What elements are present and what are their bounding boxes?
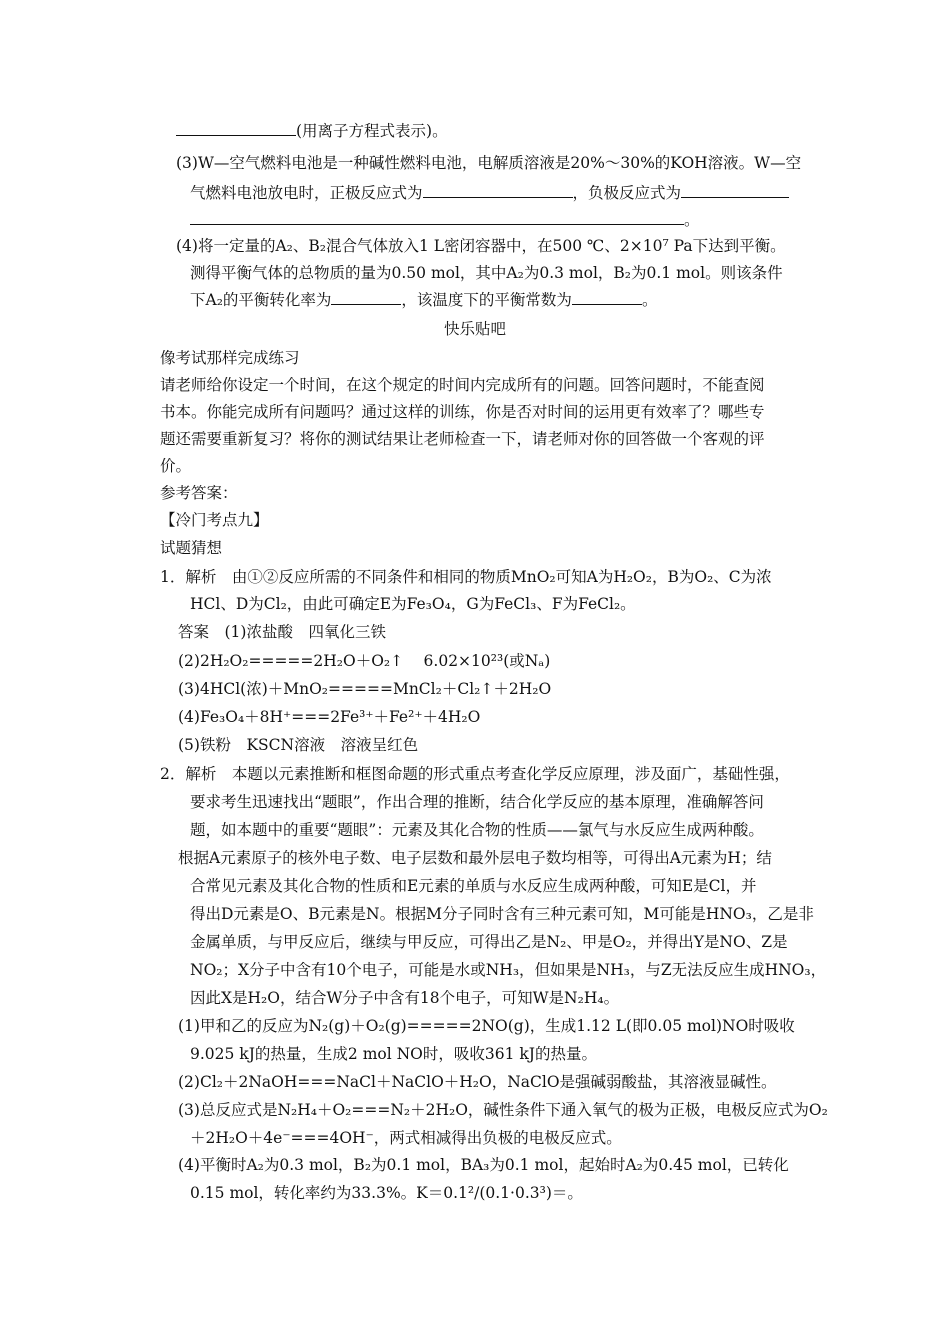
question-4-line-3 (190, 287, 657, 313)
answer-2-line: (2)Cl₂＋2NaOH===NaCl＋NaClO＋H₂O，NaClO是强碱弱酸盐，其溶液显碱性。 (178, 1073, 777, 1091)
practice-line: 价。 (160, 457, 192, 475)
answer-1-line: 1．解析 由①②反应所需的不同条件和相同的物质MnO₂可知A为H₂O₂，B为O₂、C为浓 (160, 568, 772, 586)
answer-1-item: (5)铁粉 KSCN溶液 溶液呈红色 (178, 736, 419, 754)
answer-blank (423, 181, 573, 198)
answer-2-line: (3)总反应式是N₂H₄＋O₂===N₂＋2H₂O，碱性条件下通入氧气的极为正极，电极反应式为O₂ (178, 1101, 828, 1119)
answer-1-line: HCl、D为Cl₂，由此可确定E为Fe₃O₄，G为FeCl₃、F为FeCl₂。 (190, 595, 636, 613)
answer-2-line: (4)平衡时A₂为0.3 mol，B₂为0.1 mol，BA₃为0.1 mol，起始时A₂为0.45 mol，已转化 (178, 1156, 789, 1174)
practice-heading: 像考试那样完成练习 (160, 349, 300, 367)
answer-1-item: (3)4HCl(浓)＋MnO₂=====MnCl₂＋Cl₂↑＋2H₂O (178, 680, 552, 698)
answer-2-line: NO₂；X分子中含有10个电子，可能是水或NH₃，但如果是NH₃，与Z无法反应生成HNO₃， (190, 961, 827, 979)
answer-blank (331, 288, 401, 305)
answer-2-line: 合常见元素及其化合物的性质和E元素的单质与水反应生成两种酸，可知E是Cl，并 (190, 877, 757, 895)
question-text: ，负极反应式为 (572, 184, 682, 202)
question-text: 。 (684, 211, 700, 229)
answer-2-line: 得出D元素是O、B元素是N。根据M分子同时含有三种元素可知，M可能是HNO₃，乙是非 (190, 905, 814, 923)
answer-blank (681, 181, 789, 198)
answer-2-line: ＋2H₂O＋4e⁻===4OH⁻，两式相减得出负极的电极反应式。 (190, 1129, 622, 1147)
question-3-line-2 (190, 180, 789, 206)
answer-2-line: 题，如本题中的重要“题眼”：元素及其化合物的性质——氯气与水反应生成两种酸。 (190, 821, 764, 839)
answers-heading: 参考答案： (160, 484, 238, 502)
answer-2-line: 0.15 mol，转化率约为33.3%。K＝0.1²/(0.1·0.3³)＝。 (190, 1184, 583, 1202)
answer-2-line: 根据A元素原子的核外电子数、电子层数和最外层电子数均相等，可得出A元素为H；结 (178, 849, 772, 867)
answer-blank (572, 288, 642, 305)
answer-2-line: 因此X是H₂O，结合W分子中含有18个电子，可知W是N₂H₄。 (190, 989, 620, 1007)
question-text: 气燃料电池放电时，正极反应式为 (190, 184, 423, 202)
question-text: 。 (641, 291, 658, 309)
answer-2-line: 要求考生迅速找出“题眼”，作出合理的推断，结合化学反应的基本原理，准确解答问 (190, 793, 764, 811)
answers-subtopic: 试题猜想 (160, 539, 223, 557)
question-3-line-3 (190, 207, 700, 233)
answer-2-line: (1)甲和乙的反应为N₂(g)＋O₂(g)=====2NO(g)，生成1.12 L(即0.05 mol)NO时吸收 (178, 1017, 795, 1035)
question-4-line-1: (4)将一定量的A₂、B₂混合气体放入1 L密闭容器中，在500 ℃、2×10⁷ Pa下达到平衡。 (176, 237, 786, 255)
question-text: (用离子方程式表示)。 (296, 122, 448, 140)
section-title: 快乐贴吧 (443, 320, 506, 338)
question-4-line-2: 测得平衡气体的总物质的量为0.50 mol，其中A₂为0.3 mol，B₂为0.1 mol。则该条件 (190, 264, 783, 282)
question-text: ，该温度下的平衡常数为 (401, 291, 572, 309)
answer-1-item: 答案 (1)浓盐酸 四氧化三铁 (178, 623, 386, 641)
practice-line: 题还需要重新复习？将你的测试结果让老师检查一下，请老师对你的回答做一个客观的评 (160, 430, 765, 448)
answer-2-line: 金属单质，与甲反应后，继续与甲反应，可得出乙是N₂、甲是O₂，并得出Y是NO、Z是 (190, 933, 788, 951)
question-3-tail-line (176, 118, 448, 144)
practice-line: 请老师给你设定一个时间，在这个规定的时间内完成所有的问题。回答问题时，不能查阅 (160, 376, 765, 394)
answer-2-line: 9.025 kJ的热量，生成2 mol NO时，吸收361 kJ的热量。 (190, 1045, 597, 1063)
question-3-line-1: (3)W—空气燃料电池是一种碱性燃料电池，电解质溶液是20%～30%的KOH溶液。W—空 (176, 154, 802, 172)
practice-line: 书本。你能完成所有问题吗？通过这样的训练，你是否对时间的运用更有效率了？哪些专 (160, 403, 765, 421)
answers-topic: 【冷门考点九】 (160, 511, 269, 529)
answer-blank (176, 119, 296, 136)
answer-1-item: (4)Fe₃O₄＋8H⁺===2Fe³⁺＋Fe²⁺＋4H₂O (178, 708, 481, 726)
answer-1-item: (2)2H₂O₂=====2H₂O＋O₂↑ 6.02×10²³(或Nₐ) (178, 652, 551, 670)
answer-2-line: 2．解析 本题以元素推断和框图命题的形式重点考查化学反应原理，涉及面广，基础性强， (160, 765, 790, 783)
question-text: 下A₂的平衡转化率为 (190, 291, 332, 309)
answer-blank (190, 208, 684, 225)
